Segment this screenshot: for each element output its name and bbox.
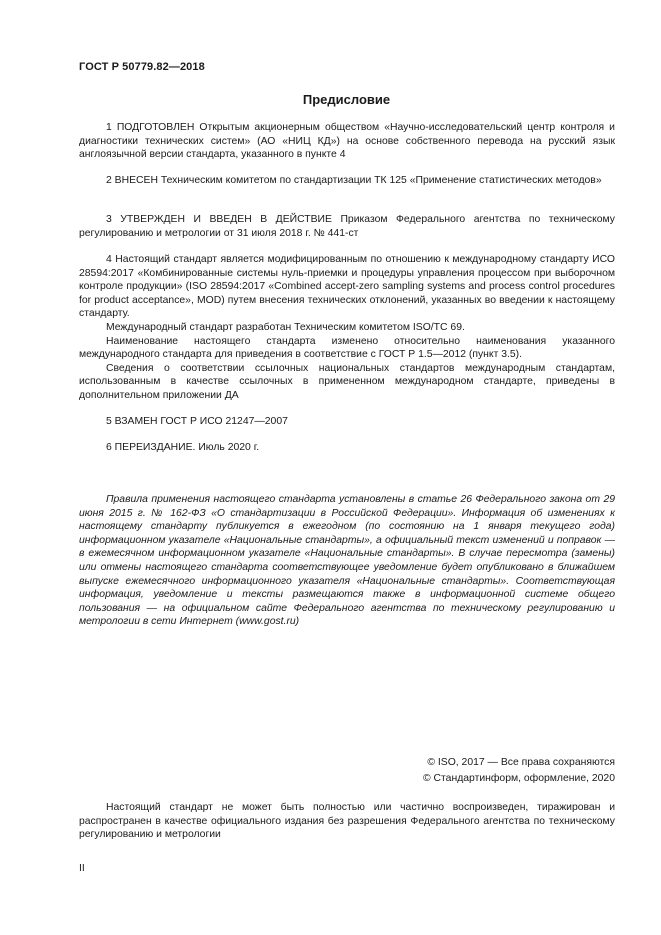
section-4-para-4: Сведения о соответствии ссылочных национальных стандартов международным стандартам, использованным в качестве ссылочных в примененном международном стандарте, приведены в дополнительном приложении ДА <box>79 362 615 401</box>
copyright-standartinform: © Стандартинформ, оформление, 2020 <box>422 773 615 784</box>
section-5 <box>79 415 615 429</box>
section-4-para-1: 4 Настоящий стандарт является модифицированным по отношению к международному стандарту ИСО 28594:2017 «Комбинированные системы нуль-приемки и процедуры управления процессом при выборочном контроле продукции» (ISO 28594:2017 «Combined accept-zero sampling systems and process control procedures for product acceptance», MOD) путем внесения технических отклонений, указанных во введении к настоящему стандарту. <box>79 254 615 320</box>
page-number: II <box>79 863 85 874</box>
copyright-block <box>423 755 615 787</box>
section-2-text: 2 ВНЕСЕН Техническим комитетом по стандартизации ТК 125 «Применение статистических методов» <box>106 175 602 186</box>
section-1 <box>79 121 615 162</box>
legal-notice-text: Правила применения настоящего стандарта установлены в статье 26 Федерального закона от 29 июня 2015 г. № 162-ФЗ «О стандартизации в Российской Федерации». Информация об изменениях к настоящему стандарту публикуется в ежегодном (по состоянию на 1 января текущего года) информационном указателе «Национальные стандарты», а официальный текст изменений и поправок — в ежемесячном информационном указателе «Национальные стандарты». В случае пересмотра (замены) или отмены настоящего стандарта соответствующее уведомление будет опубликовано в ближайшем выпуске ежемесячного информационного указателя «Национальные стандарты». Соответствующая информация, уведомление и тексты размещаются также в информационной системе общего пользования — на официальном сайте Федерального агентства по техническому регулированию и метрологии в сети Интернет (www.gost.ru) <box>79 494 615 628</box>
section-4-para-2: Международный стандарт разработан Техническим комитетом ISO/TC 69. <box>106 321 465 333</box>
section-1-text: 1 ПОДГОТОВЛЕН Открытым акционерным обществом «Научно-исследовательский центр контроля и диагностики технических систем» (АО «НИЦ КД») на основе собственного перевода на русский язык англоязычной версии стандарта, указанного в пункте 4 <box>79 122 615 161</box>
title-text: Предисловие <box>302 92 391 107</box>
copyright-iso: © ISO, 2017 — Все права сохраняются <box>427 757 615 768</box>
section-6 <box>79 441 615 455</box>
standard-code-header: ГОСТ Р 50779.82—2018 <box>79 61 205 73</box>
reproduction-notice-text: Настоящий стандарт не может быть полностью или частично воспроизведен, тиражирован и распространен в качестве официального издания без разрешения Федерального агентства по техническому регулированию и метрологии <box>79 802 615 841</box>
section-4 <box>79 253 615 403</box>
reproduction-notice <box>79 801 615 842</box>
section-4-para-3: Наименование настоящего стандарта изменено относительно наименования указанного международного стандарта для приведения в соответствие с ГОСТ Р 1.5—2012 (пункт 3.5). <box>79 335 615 361</box>
legal-notice <box>79 493 615 629</box>
section-6-text: 6 ПЕРЕИЗДАНИЕ. Июль 2020 г. <box>106 442 260 453</box>
section-3 <box>79 213 615 240</box>
section-5-text: 5 ВЗАМЕН ГОСТ Р ИСО 21247—2007 <box>106 416 288 427</box>
page-title <box>0 92 661 107</box>
section-3-text: 3 УТВЕРЖДЕН И ВВЕДЕН В ДЕЙСТВИЕ Приказом Федерального агентства по техническому регулированию и метрологии от 31 июля 2018 г. № 441-ст <box>79 214 615 239</box>
section-2 <box>79 174 615 188</box>
